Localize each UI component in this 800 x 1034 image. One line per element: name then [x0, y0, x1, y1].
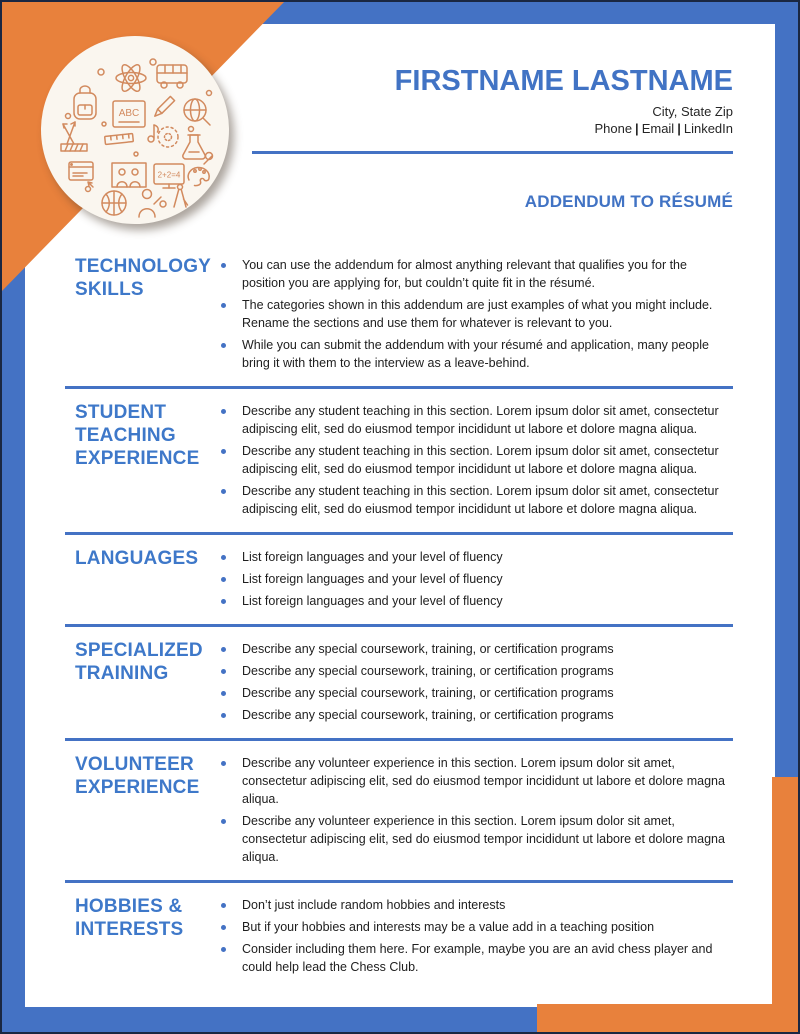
contact-phone: Phone — [594, 121, 633, 136]
bullet-text: Describe any volunteer experience in this section. Lorem ipsum dolor sit amet, consectetur adipiscing elit, sed do eiusmod tempor incididunt ut labore et dolore magna aliqua. — [242, 756, 725, 806]
section-title: SPECIALIZED TRAINING — [75, 640, 203, 684]
music-note-icon — [148, 125, 158, 142]
section-specialized-training — [65, 624, 733, 738]
section-title: HOBBIES & INTERESTS — [75, 896, 184, 940]
bullet-dot-icon — [221, 669, 226, 674]
person-name: FIRSTNAME LASTNAME — [394, 65, 733, 97]
bullet-item — [218, 592, 733, 610]
page-border-right-orange — [772, 777, 800, 1034]
bullet-list — [218, 754, 733, 866]
bullet-text: Describe any special coursework, training, or certification programs — [242, 642, 614, 656]
section-student-teaching-experience — [65, 386, 733, 532]
bullet-text: The categories shown in this addendum are just examples of what you might include. Rename the sections and use them for whatever is relevant to you. — [242, 298, 713, 330]
basketball-icon — [102, 191, 126, 215]
section-title: LANGUAGES — [75, 548, 199, 569]
bullet-text: List foreign languages and your level of fluency — [242, 594, 503, 608]
atom-icon — [116, 62, 146, 93]
bullet-text: You can use the addendum for almost anything relevant that qualifies you for the position you are applying for, but couldn’t quite fit in the résumé. — [242, 258, 687, 290]
pencil-icon — [153, 96, 175, 118]
flask-icon — [183, 135, 205, 159]
section-technology-skills — [65, 243, 733, 386]
bullet-item — [218, 640, 733, 658]
sections-area — [65, 243, 733, 990]
bullet-item — [218, 684, 733, 702]
bullet-text: But if your hobbies and interests may be a value add in a teaching position — [242, 920, 655, 934]
dotted-swirl-icon — [158, 127, 178, 147]
palette-icon — [188, 156, 212, 186]
bullet-item — [218, 940, 733, 976]
header-rule — [252, 151, 733, 154]
bullet-list — [218, 402, 733, 518]
education-badge — [41, 36, 229, 224]
page-border-bottom-orange — [537, 1004, 800, 1034]
bullet-item — [218, 548, 733, 566]
bullet-dot-icon — [221, 449, 226, 454]
globe-icon — [184, 99, 210, 125]
bullet-dot-icon — [221, 761, 226, 766]
laptop-icon — [69, 162, 93, 187]
document-title: ADDENDUM TO RÉSUMÉ — [524, 192, 733, 211]
section-volunteer-experience — [65, 738, 733, 880]
bullet-text: Describe any student teaching in this section. Lorem ipsum dolor sit amet, consectetur adipiscing elit, sed do eiusmod tempor incididunt ut labore et dolore magna aliqua. — [242, 404, 719, 436]
whiteboard-arrows-icon — [61, 122, 87, 151]
compass-icon — [174, 185, 188, 208]
bullet-item — [218, 296, 733, 332]
section-title: STUDENT TEACHING EXPERIENCE — [75, 402, 200, 469]
bullet-item — [218, 812, 733, 866]
bullet-dot-icon — [221, 555, 226, 560]
bullet-item — [218, 442, 733, 478]
bullet-item — [218, 918, 733, 936]
bullet-dot-icon — [221, 819, 226, 824]
contact-separator: | — [635, 121, 639, 136]
abc-chalkboard-icon — [113, 101, 145, 127]
bullet-dot-icon — [221, 925, 226, 930]
bullet-dot-icon — [221, 947, 226, 952]
bullet-item — [218, 256, 733, 292]
bullet-dot-icon — [221, 409, 226, 414]
bullet-item — [218, 706, 733, 724]
section-title: VOLUNTEER EXPERIENCE — [75, 754, 200, 798]
section-hobbies-interests — [65, 880, 733, 990]
bullet-item — [218, 754, 733, 808]
bullet-list — [218, 640, 733, 724]
bullet-item — [218, 482, 733, 518]
contact-line — [250, 120, 733, 137]
contact-separator: | — [677, 121, 681, 136]
school-bus-icon — [157, 65, 187, 88]
bullet-dot-icon — [221, 489, 226, 494]
bullet-list — [218, 256, 733, 372]
bullet-list — [218, 896, 733, 976]
bullet-item — [218, 570, 733, 588]
bullet-text: List foreign languages and your level of fluency — [242, 550, 503, 564]
bullet-dot-icon — [221, 713, 226, 718]
section-languages — [65, 532, 733, 624]
svg-text:2+2=4: 2+2=4 — [157, 170, 181, 180]
bullet-dot-icon — [221, 577, 226, 582]
contact-email: Email — [641, 121, 675, 136]
teacher-icon — [139, 190, 161, 218]
education-icons-collage — [41, 36, 229, 224]
bullet-text: Describe any special coursework, training, or certification programs — [242, 686, 614, 700]
bullet-dot-icon — [221, 691, 226, 696]
bullet-text: Describe any special coursework, training, or certification programs — [242, 708, 614, 722]
bullet-item — [218, 402, 733, 438]
bullet-dot-icon — [221, 263, 226, 268]
header — [250, 64, 733, 137]
svg-text:ABC: ABC — [118, 108, 140, 119]
bullet-item — [218, 336, 733, 372]
bullet-text: Describe any special coursework, training, or certification programs — [242, 664, 614, 678]
bullet-text: Consider including them here. For example, maybe you are an avid chess player and could help lead the Chess Club. — [242, 942, 713, 974]
bullet-list — [218, 548, 733, 610]
bullet-dot-icon — [221, 903, 226, 908]
bullet-item — [218, 662, 733, 680]
ruler-icon — [105, 134, 134, 145]
contact-linkedin: LinkedIn — [683, 121, 733, 136]
contact-location: City, State Zip — [652, 104, 733, 119]
bullet-text: While you can submit the addendum with your résumé and application, many people bring it with them to the interview as a leave-behind. — [242, 338, 709, 370]
backpack-icon — [74, 86, 96, 119]
bullet-text: Describe any volunteer experience in this section. Lorem ipsum dolor sit amet, consectetur adipiscing elit, sed do eiusmod tempor incididunt ut labore et dolore magna aliqua. — [242, 814, 725, 864]
bullet-text: List foreign languages and your level of fluency — [242, 572, 503, 586]
classroom-icon — [112, 163, 146, 187]
bullet-dot-icon — [221, 303, 226, 308]
bullet-dot-icon — [221, 599, 226, 604]
bullet-text: Don’t just include random hobbies and interests — [242, 898, 506, 912]
bullet-dot-icon — [221, 647, 226, 652]
bullet-dot-icon — [221, 343, 226, 348]
section-title: TECHNOLOGY SKILLS — [75, 256, 211, 300]
bullet-text: Describe any student teaching in this section. Lorem ipsum dolor sit amet, consectetur adipiscing elit, sed do eiusmod tempor incididunt ut labore et dolore magna aliqua. — [242, 484, 719, 516]
bullet-item — [218, 896, 733, 914]
bullet-text: Describe any student teaching in this section. Lorem ipsum dolor sit amet, consectetur adipiscing elit, sed do eiusmod tempor incididunt ut labore et dolore magna aliqua. — [242, 444, 719, 476]
